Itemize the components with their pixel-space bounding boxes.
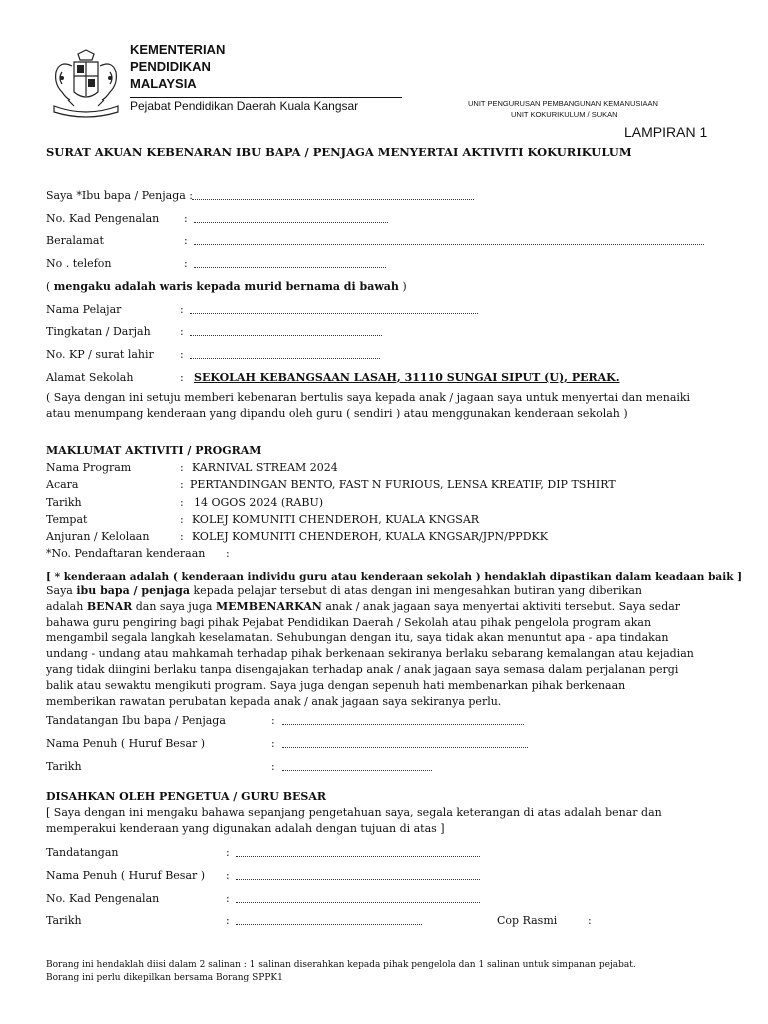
consent-line: ( Saya dengan ini setuju memberi kebenaran bertulis saya kepada anak / jagaan saya untuk menyertai dan menaiki bbox=[46, 391, 691, 404]
parent-fullname-field[interactable] bbox=[282, 738, 528, 748]
guardian-statement-bold: mengaku adalah waris kepada murid bernama di bawah bbox=[53, 280, 399, 293]
declaration-line: yang tidak diingini berlaku tanpa disengajakan terhadap anak / anak jagaan saya semasa dalam perjalanan pergi bbox=[46, 662, 679, 676]
activity-heading: MAKLUMAT AKTIVITI / PROGRAM bbox=[46, 444, 262, 457]
principal-signature-label: Tandatangan bbox=[46, 846, 119, 859]
colon: : bbox=[226, 914, 230, 927]
principal-name-field[interactable] bbox=[236, 870, 480, 880]
colon: : bbox=[226, 547, 230, 560]
ministry-name-line2: PENDIDIKAN bbox=[130, 59, 211, 74]
parent-fullname-label: Nama Penuh ( Huruf Besar ) bbox=[46, 737, 206, 750]
school-address-label: Alamat Sekolah bbox=[46, 371, 134, 384]
colon: : bbox=[180, 513, 184, 526]
approval-paragraph bbox=[46, 805, 746, 837]
colon: : bbox=[271, 714, 275, 727]
colon: : bbox=[184, 212, 188, 225]
student-name-label: Nama Pelajar bbox=[46, 303, 122, 316]
program-value: KARNIVAL STREAM 2024 bbox=[192, 461, 338, 474]
parent-ic-field[interactable] bbox=[194, 213, 388, 223]
office-name: Pejabat Pendidikan Daerah Kuala Kangsar bbox=[130, 99, 359, 113]
parent-ic-label: No. Kad Pengenalan bbox=[46, 212, 160, 225]
parent-signature-field[interactable] bbox=[282, 715, 524, 725]
colon: : bbox=[180, 348, 184, 361]
parent-name-field[interactable] bbox=[192, 190, 474, 200]
parent-phone-field[interactable] bbox=[194, 258, 386, 268]
colon: : bbox=[226, 869, 230, 882]
vehicle-note: [ * kenderaan adalah ( kenderaan individu guru atau kenderaan sekolah ) hendaklah dipastikan dalam keadaan baik ] bbox=[46, 571, 743, 583]
student-kp-field[interactable] bbox=[190, 349, 380, 359]
document-title: SURAT AKUAN KEBENARAN IBU BAPA / PENJAGA MENYERTAI AKTIVITI KOKURIKULUM bbox=[46, 145, 632, 159]
parent-signature-label: Tandatangan Ibu bapa / Penjaga bbox=[46, 714, 226, 727]
event-label: Acara bbox=[46, 478, 79, 491]
organizer-value: KOLEJ KOMUNITI CHENDEROH, KUALA KNGSAR/JPN/PPDKK bbox=[192, 530, 548, 543]
colon: : bbox=[180, 461, 184, 474]
principal-date-label: Tarikh bbox=[46, 914, 82, 927]
declaration-line: bahawa guru pengiring bagi pihak Pejabat Pendidikan Daerah / Sekolah atau pihak pengelola program akan bbox=[46, 615, 652, 629]
colon: : bbox=[180, 530, 184, 543]
header-rule bbox=[130, 97, 402, 98]
colon: : bbox=[271, 737, 275, 750]
parent-address-field[interactable] bbox=[194, 235, 704, 245]
place-label: Tempat bbox=[46, 513, 88, 526]
colon: : bbox=[226, 846, 230, 859]
vehicle-label: *No. Pendaftaran kenderaan bbox=[46, 547, 206, 560]
declaration-bold-text: MEMBENARKAN bbox=[216, 599, 322, 613]
footer-note-2: Borang ini perlu dikepilkan bersama Borang SPPK1 bbox=[46, 973, 283, 983]
parent-phone-label: No . telefon bbox=[46, 257, 112, 270]
colon: : bbox=[271, 760, 275, 773]
colon: : bbox=[226, 892, 230, 905]
declaration-text: dan saya juga bbox=[132, 599, 216, 613]
colon: : bbox=[180, 371, 184, 384]
footer-note-1: Borang ini hendaklah diisi dalam 2 salinan : 1 salinan diserahkan kepada pihak pengelola dan 1 salinan untuk simpanan pejabat. bbox=[46, 960, 636, 970]
declaration-paragraph bbox=[46, 583, 746, 709]
declaration-line: mengambil segala langkah keselamatan. Sehubungan dengan itu, saya tidak akan menuntut apa - apa tindakan bbox=[46, 631, 669, 645]
date-label: Tarikh bbox=[46, 496, 82, 509]
declaration-line: undang - undang atau mahkamah terhadap pihak berkenaan sekiranya berlaku sebarang kemalangan atau kejadian bbox=[46, 647, 694, 661]
principal-ic-field[interactable] bbox=[236, 893, 480, 903]
student-kp-label: No. KP / surat lahir bbox=[46, 348, 154, 361]
declaration-line bbox=[46, 583, 746, 599]
colon: : bbox=[184, 234, 188, 247]
parent-date-label: Tarikh bbox=[46, 760, 82, 773]
approval-line: [ Saya dengan ini mengaku bahawa sepanjang pengetahuan saya, segala keterangan di atas adalah benar dan bbox=[46, 806, 662, 819]
principal-signature-field[interactable] bbox=[236, 847, 480, 857]
guardian-statement-close: ) bbox=[398, 280, 407, 293]
colon: : bbox=[180, 303, 184, 316]
colon: : bbox=[588, 914, 592, 927]
colon: : bbox=[184, 257, 188, 270]
organizer-label: Anjuran / Kelolaan bbox=[46, 530, 150, 543]
student-grade-label: Tingkatan / Darjah bbox=[46, 325, 151, 338]
parent-date-field[interactable] bbox=[282, 761, 432, 771]
colon: : bbox=[180, 325, 184, 338]
ministry-name-line3: MALAYSIA bbox=[130, 76, 197, 91]
consent-paragraph bbox=[46, 390, 736, 422]
lampiran-label: LAMPIRAN 1 bbox=[624, 124, 708, 140]
principal-date-field[interactable] bbox=[236, 915, 422, 925]
declaration-text: adalah bbox=[46, 599, 87, 613]
colon: : bbox=[180, 496, 184, 509]
guardian-statement-open: ( bbox=[46, 280, 54, 293]
declaration-line: memberikan rawatan perubatan kepada anak / anak jagaan saya sekiranya perlu. bbox=[46, 694, 502, 708]
student-name-field[interactable] bbox=[190, 304, 478, 314]
unit-name-1: UNIT PENGURUSAN PEMBANGUNAN KEMANUSIAAN bbox=[468, 99, 658, 108]
malaysia-coat-of-arms-icon bbox=[48, 48, 124, 118]
approval-heading: DISAHKAN OLEH PENGETUA / GURU BESAR bbox=[46, 790, 327, 803]
program-label: Nama Program bbox=[46, 461, 132, 474]
declaration-line: balik atau sewaktu mengikuti program. Saya juga dengan sepenuh hati membenarkan pihak berkenaan bbox=[46, 678, 626, 692]
declaration-text: kepada pelajar tersebut di atas dengan ini mengesahkan butiran yang diberikan bbox=[190, 584, 643, 597]
consent-line: atau menumpang kenderaan yang dipandu oleh guru ( sendiri ) atau menggunakan kenderaan sekolah ) bbox=[46, 406, 628, 420]
declaration-line bbox=[46, 599, 746, 615]
declaration-bold-text: BENAR bbox=[86, 599, 133, 613]
parent-address-label: Beralamat bbox=[46, 234, 104, 247]
official-stamp-label: Cop Rasmi bbox=[497, 914, 558, 927]
approval-line: memperakui kenderaan yang digunakan adalah dengan tujuan di atas ] bbox=[46, 821, 445, 835]
unit-name-2: UNIT KOKURIKULUM / SUKAN bbox=[511, 110, 618, 119]
place-value: KOLEJ KOMUNITI CHENDEROH, KUALA KNGSAR bbox=[192, 513, 480, 526]
student-grade-field[interactable] bbox=[190, 326, 382, 336]
principal-name-label: Nama Penuh ( Huruf Besar ) bbox=[46, 869, 206, 882]
declaration-text: anak / anak jagaan saya menyertai aktiviti tersebut. Saya sedar bbox=[321, 599, 681, 613]
guardian-statement bbox=[46, 280, 407, 293]
ministry-name-line1: KEMENTERIAN bbox=[130, 42, 226, 57]
principal-ic-label: No. Kad Pengenalan bbox=[46, 892, 160, 905]
parent-name-label: Saya *Ibu bapa / Penjaga : bbox=[46, 189, 194, 202]
school-address-value: SEKOLAH KEBANGSAAN LASAH, 31110 SUNGAI SIPUT (U), PERAK. bbox=[194, 371, 620, 384]
declaration-bold-text: ibu bapa / penjaga bbox=[76, 584, 191, 597]
date-value: 14 OGOS 2024 (RABU) bbox=[194, 496, 324, 509]
event-value: PERTANDINGAN BENTO, FAST N FURIOUS, LENSA KREATIF, DIP TSHIRT bbox=[190, 478, 616, 491]
declaration-text: Saya bbox=[46, 584, 77, 597]
colon: : bbox=[180, 478, 184, 491]
